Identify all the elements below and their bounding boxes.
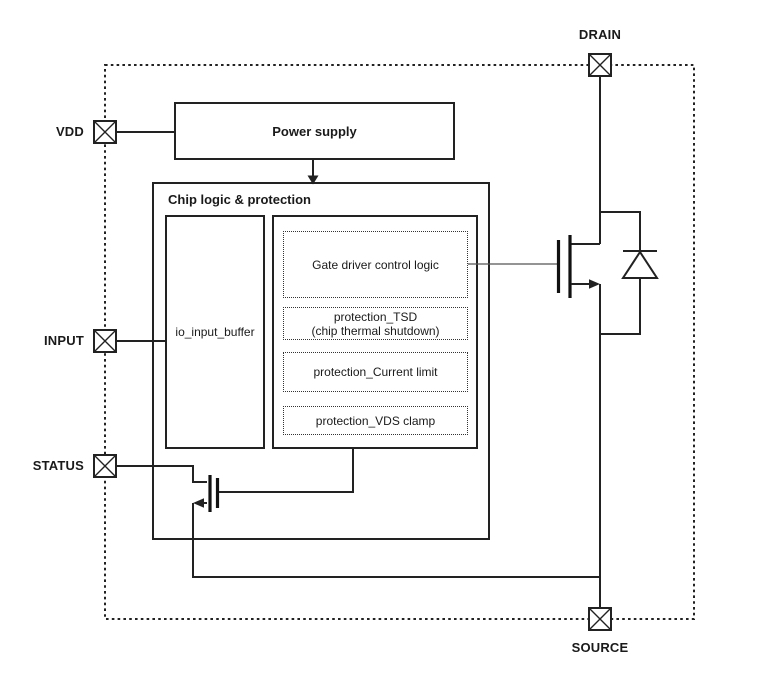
status-gate-wire: [219, 449, 353, 492]
drain-pin-label: DRAIN: [578, 27, 622, 42]
gate-driver-label: Gate driver control logic: [312, 257, 439, 272]
input-pin-label: INPUT: [44, 333, 84, 348]
drain-pin-icon: [589, 54, 611, 76]
power-supply-label: Power supply: [272, 123, 357, 139]
diode-triangle: [623, 252, 657, 278]
input-pin-icon: [94, 330, 116, 352]
chip-logic-label: Chip logic & protection: [168, 192, 311, 207]
source-pin-icon: [589, 608, 611, 630]
status-source-arrow-icon: [193, 498, 204, 508]
status-source-wire: [193, 503, 600, 577]
vdd-pin-label: VDD: [55, 124, 84, 139]
protection-current-limit-label: protection_Current limit: [313, 365, 438, 379]
source-pin-label: SOURCE: [571, 640, 629, 655]
protection-vds-clamp-label: protection_VDS clamp: [315, 413, 436, 428]
main-mosfet-icon: [468, 76, 600, 608]
status-pin-label: STATUS: [32, 458, 84, 473]
vdd-pin-icon: [94, 121, 116, 143]
body-diode-icon: [600, 212, 657, 334]
power-arrow-down-icon: [308, 160, 319, 185]
status-wire: [117, 466, 207, 482]
io-input-buffer-label: io_input_buffer: [175, 325, 255, 339]
status-pin-icon: [94, 455, 116, 477]
mosfet-source-arrow-icon: [589, 279, 600, 289]
protection-tsd-line2: (chip thermal shutdown): [311, 323, 440, 338]
protection-tsd-line1: protection_TSD: [333, 309, 418, 324]
diode-anode-wire: [600, 278, 640, 334]
drain-wire: [571, 76, 600, 244]
diode-cathode-wire: [600, 212, 657, 251]
status-mosfet-icon: [117, 449, 600, 577]
